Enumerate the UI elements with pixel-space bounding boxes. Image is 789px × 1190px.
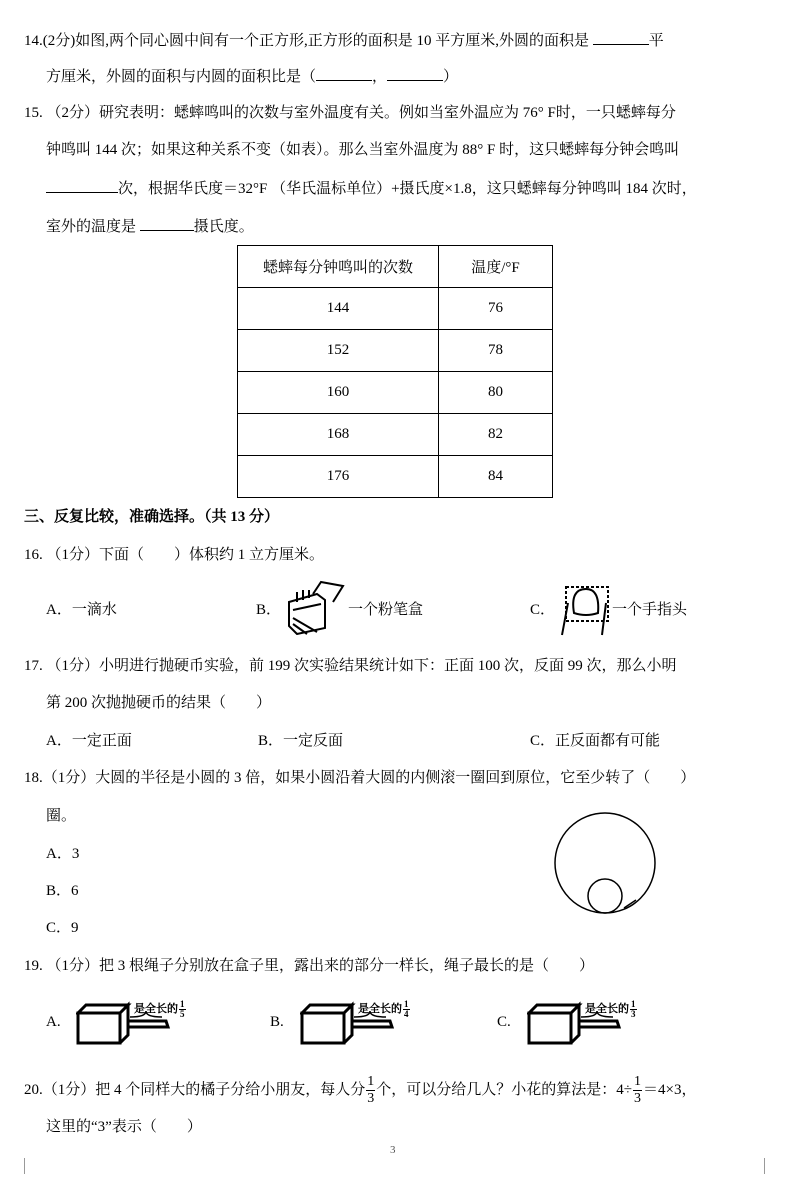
q17-line1: 17. （1分）小明进行抛硬币实验，前 199 次实验结果统计如下：正面 100 次，反面 99 次，那么小明 bbox=[24, 658, 677, 674]
q18-line1: 18.（1分）大圆的半径是小圆的 3 倍，如果小圆沿着大圆的内侧滚一圈回到原位，它至少转了（ ） bbox=[24, 770, 696, 786]
table-row bbox=[238, 288, 553, 330]
table-cell: 160 bbox=[238, 372, 439, 414]
q15-line1: 15. （2分）研究表明：蟋蟀鸣叫的次数与室外温度有关。例如当室外温应为 76° F时，一只蟋蟀每分 bbox=[24, 105, 676, 121]
table-cell: 176 bbox=[238, 456, 439, 498]
q17-line2: 第 200 次抛抛硬币的结果（ ） bbox=[46, 695, 272, 711]
table-row bbox=[238, 330, 553, 372]
q16-option-b: 一个粉笔盒 bbox=[348, 602, 424, 618]
rope-caption: 是全长的 $\frac{1}{3}$ bbox=[585, 999, 636, 1019]
q14-line2: 方厘米，外圆的面积与内圆的面积比是（ ， ） bbox=[46, 66, 458, 87]
q19-option-label: A. bbox=[46, 1014, 61, 1030]
table-cell: 78 bbox=[439, 330, 553, 372]
table-cell: 84 bbox=[439, 456, 553, 498]
table-cell: 168 bbox=[238, 414, 439, 456]
table-row bbox=[238, 414, 553, 456]
table-cell: 144 bbox=[238, 288, 439, 330]
q19-option-label: C. bbox=[497, 1014, 511, 1030]
q20-line1: 20.（1分）把 4 个同样大的橘子分给小朋友，每人分 $\frac{1}{3}$ 个，可以分给几人？小花的算法是：4÷ $\frac{1}{3}$ ＝4×3， bbox=[24, 1074, 697, 1107]
rope-caption: 是全长的 $\frac{1}{5}$ bbox=[134, 999, 185, 1019]
margin-mark-left bbox=[24, 1158, 25, 1174]
page-number: 3 bbox=[390, 1144, 396, 1156]
table-row bbox=[238, 372, 553, 414]
table-row bbox=[238, 456, 553, 498]
q16-option-b-label: B． bbox=[256, 602, 282, 618]
margin-mark-right bbox=[764, 1158, 765, 1174]
chalk-box-icon bbox=[285, 580, 345, 635]
q18-option-c: C．9 bbox=[46, 920, 79, 936]
table-header: 温度/°F bbox=[439, 246, 553, 288]
q17-option-c: C．正反面都有可能 bbox=[530, 733, 661, 749]
rope-caption: 是全长的 $\frac{1}{4}$ bbox=[358, 999, 409, 1019]
table-cell: 152 bbox=[238, 330, 439, 372]
cricket-table bbox=[237, 245, 553, 498]
q16-stem: 16. （1分）下面（ ）体积约 1 立方厘米。 bbox=[24, 547, 325, 563]
table-header-row bbox=[238, 246, 553, 288]
q19-stem: 19. （1分）把 3 根绳子分别放在盒子里，露出来的部分一样长，绳子最长的是（ ） bbox=[24, 958, 595, 974]
q16-option-c: 一个手指头 bbox=[612, 602, 688, 618]
q15-line2: 钟鸣叫 144 次；如果这种关系不变（如表）。那么当室外温度为 88° F 时，这只蟋蟀每分钟会鸣叫 bbox=[46, 142, 680, 158]
fraction: $\frac{1}{3}$ bbox=[634, 1074, 641, 1107]
rolling-circles-figure bbox=[550, 810, 660, 916]
table-header: 蟋蟀每分钟鸣叫的次数 bbox=[238, 246, 439, 288]
q15-line4: 室外的温度是 摄氏度。 bbox=[46, 216, 254, 237]
q14-line1: 14.(2分)如图,两个同心圆中间有一个正方形,正方形的面积是 10 平方厘米,外圆的面积是 平 bbox=[24, 30, 664, 51]
q17-option-a: A．一定正面 bbox=[46, 733, 132, 749]
table-cell: 76 bbox=[439, 288, 553, 330]
q15-line3: 次，根据华氏度＝32°F （华氏温标单位）+摄氏度×1.8，这只蟋蟀每分钟鸣叫 184 次时， bbox=[46, 178, 697, 199]
q17-option-b: B．一定反面 bbox=[258, 733, 344, 749]
q20-line2: 这里的“3”表示（ ） bbox=[46, 1119, 202, 1135]
table-cell: 80 bbox=[439, 372, 553, 414]
finger-icon bbox=[560, 583, 612, 638]
section-heading: 三、反复比较，准确选择。（共 13 分） bbox=[24, 509, 280, 525]
q19-option-label: B. bbox=[270, 1014, 284, 1030]
q18-line2: 圈。 bbox=[46, 808, 77, 824]
q16-option-c-label: C． bbox=[530, 602, 556, 618]
q16-option-a: A．一滴水 bbox=[46, 602, 117, 618]
fraction: $\frac{1}{3}$ bbox=[367, 1074, 375, 1107]
q18-option-a: A．3 bbox=[46, 846, 80, 862]
table-cell: 82 bbox=[439, 414, 553, 456]
q18-option-b: B．6 bbox=[46, 883, 79, 899]
